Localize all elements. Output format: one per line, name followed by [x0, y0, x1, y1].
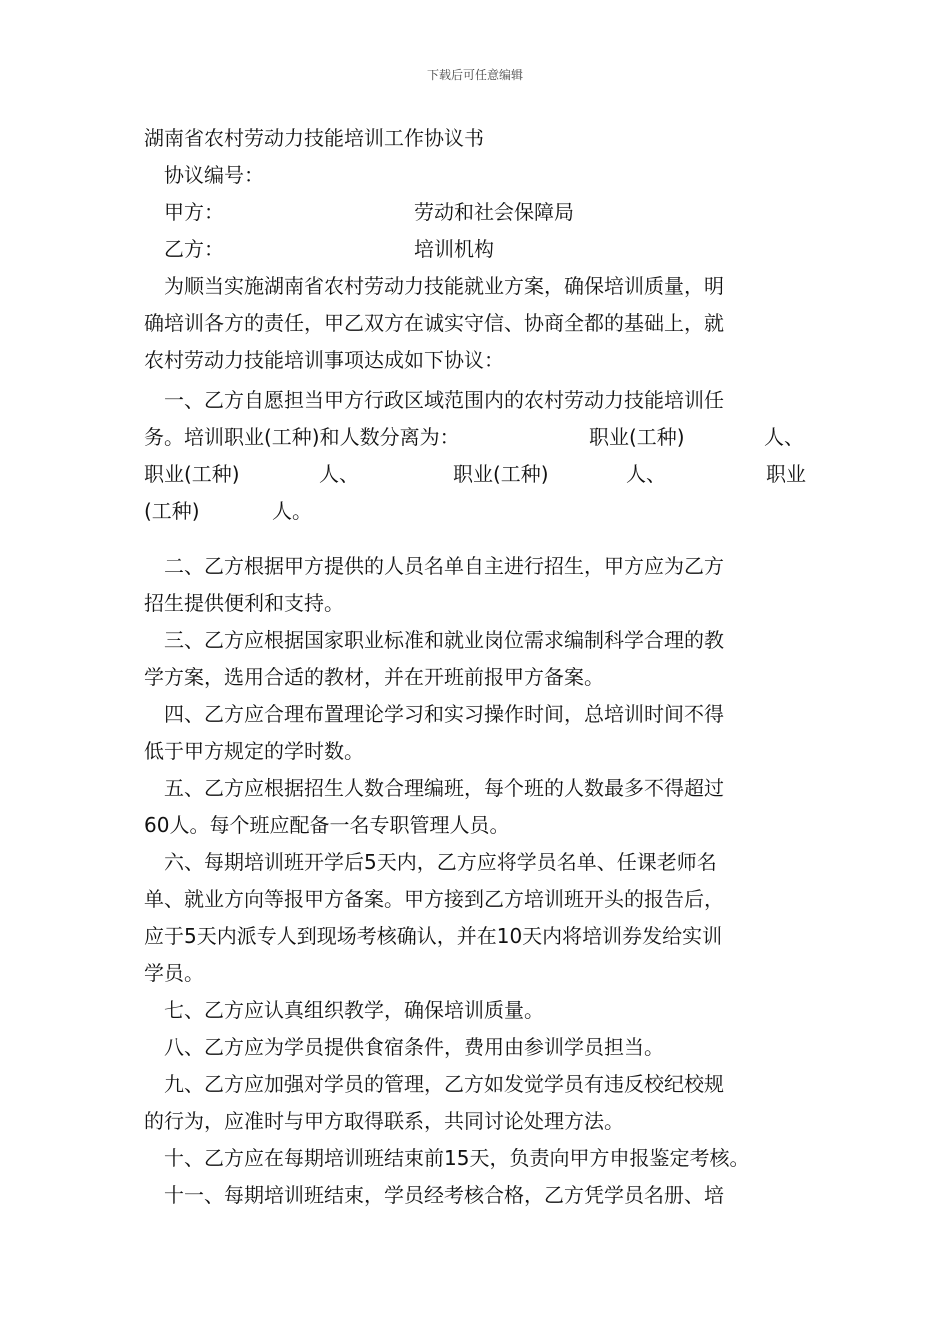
job-type-label: 职业(工种) — [589, 425, 685, 449]
preamble-line: 农村劳动力技能培训事项达成如下协议： — [144, 348, 504, 372]
preamble-line: 确培训各方的责任，甲乙双方在诚实守信、协商全都的基础上，就 — [144, 311, 724, 335]
person-count-label: 人、 — [319, 462, 359, 486]
clause-line: 八、乙方应为学员提供食宿条件，费用由参训学员担当。 — [164, 1035, 664, 1059]
clause-line: 十一、每期培训班结束，学员经考核合格，乙方凭学员名册、培 — [164, 1183, 724, 1207]
clause-10 — [144, 1140, 806, 1177]
clause-line: 十、乙方应在每期培训班结束前15天，负责向甲方申报鉴定考核。 — [164, 1146, 750, 1170]
agreement-number-label: 协议编号： — [164, 163, 264, 187]
party-b-field — [144, 231, 806, 268]
clause-8 — [144, 1029, 806, 1066]
clause-2 — [144, 548, 806, 622]
clause-line: 三、乙方应根据国家职业标准和就业岗位需求编制科学合理的教 — [164, 628, 724, 652]
preamble — [144, 268, 806, 379]
clause-11 — [144, 1177, 806, 1214]
clause-1-row-3 — [144, 456, 806, 493]
clause-line: 招生提供便利和支持。 — [144, 591, 344, 615]
job-type-label: 职业(工种) — [453, 462, 549, 486]
clause-1 — [144, 382, 806, 530]
clause-line: 单、就业方向等报甲方备案。甲方接到乙方培训班开头的报告后， — [144, 887, 724, 911]
person-count-label: 人、 — [764, 425, 804, 449]
clause-5 — [144, 770, 806, 844]
party-a-label: 甲方： — [164, 200, 224, 224]
clause-line: 应于5天内派专人到现场考核确认，并在10天内将培训券发给实训 — [144, 924, 723, 948]
clause-line: 四、乙方应合理布置理论学习和实习操作时间，总培训时间不得 — [164, 702, 724, 726]
job-type-label: (工种) — [144, 499, 200, 523]
person-count-label: 人。 — [272, 499, 312, 523]
clause-line: 九、乙方应加强对学员的管理，乙方如发觉学员有违反校纪校规 — [164, 1072, 724, 1096]
clause-line: 60人。每个班应配备一名专职管理人员。 — [144, 813, 510, 837]
clause-line: 六、每期培训班开学后5天内，乙方应将学员名单、任课老师名 — [164, 850, 717, 874]
clause-4 — [144, 696, 806, 770]
page-header: 下载后可任意编辑 — [426, 68, 523, 82]
job-type-label: 职业(工种) — [144, 462, 240, 486]
clause-line: 学方案，选用合适的教材，并在开班前报甲方备案。 — [144, 665, 604, 689]
agreement-number-field — [144, 157, 806, 194]
clause-line: 低于甲方规定的学时数。 — [144, 739, 364, 763]
clause-9 — [144, 1066, 806, 1140]
party-b-value: 培训机构 — [414, 237, 494, 261]
clause-line: 二、乙方根据甲方提供的人员名单自主进行招生，甲方应为乙方 — [164, 554, 724, 578]
clause-line: 五、乙方应根据招生人数合理编班，每个班的人数最多不得超过 — [164, 776, 724, 800]
clause-line: 的行为，应准时与甲方取得联系，共同讨论处理方法。 — [144, 1109, 624, 1133]
preamble-line: 为顺当实施湖南省农村劳动力技能就业方案，确保培训质量，明 — [164, 274, 724, 298]
clause-7 — [144, 992, 806, 1029]
clause-6 — [144, 844, 806, 992]
person-count-label: 人、 — [626, 462, 666, 486]
party-b-label: 乙方： — [164, 237, 224, 261]
party-a-value: 劳动和社会保障局 — [414, 200, 574, 224]
clause-1-row-2 — [144, 419, 806, 456]
clause-1-intro: 务。培训职业(工种)和人数分离为： — [144, 425, 460, 449]
job-type-label: 职业 — [766, 462, 806, 486]
party-a-field — [144, 194, 806, 231]
document-body — [144, 120, 806, 1214]
document-title: 湖南省农村劳动力技能培训工作协议书 — [144, 126, 484, 150]
clause-3 — [144, 622, 806, 696]
clause-1-row-4 — [144, 493, 806, 530]
clause-line: 七、乙方应认真组织教学，确保培训质量。 — [164, 998, 544, 1022]
clause-line: 学员。 — [144, 961, 204, 985]
clause-line: 一、乙方自愿担当甲方行政区域范围内的农村劳动力技能培训任 — [164, 388, 724, 412]
